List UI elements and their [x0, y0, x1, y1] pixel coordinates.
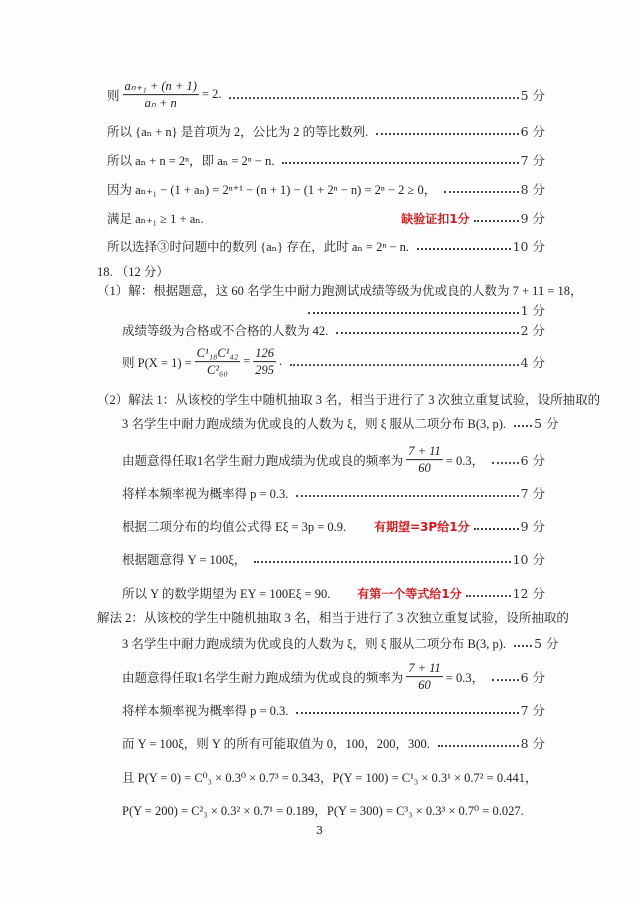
line-text: 3 名学生中耐力跑成绩为优或良的人数为 ξ，则 ξ 服从二项分布 B(3, p).: [122, 417, 507, 431]
score-label: 8 分: [520, 182, 545, 197]
score-label: 5 分: [534, 636, 559, 651]
line-text: 则 P(X = 1) =: [122, 356, 192, 370]
dot-leader: [296, 493, 518, 497]
text-line: [97, 608, 569, 626]
score-label: 5 分: [520, 88, 545, 103]
dot-leader: [229, 95, 518, 99]
fraction: [406, 444, 443, 476]
line-text: 根据二项分布的均值公式得 Eξ = 3p = 0.9.: [122, 520, 347, 534]
text-line: [122, 661, 545, 693]
dot-leader: [474, 526, 519, 530]
line-text: 所以选择③时问题中的数列 {aₙ} 存在，此时 aₙ = 2ⁿ − n.: [107, 240, 409, 254]
line-text: 所以 {aₙ + n} 是首项为 2，公比为 2 的等比数列.: [107, 125, 369, 139]
text-line: [122, 444, 545, 476]
dot-leader: [282, 160, 518, 164]
dot-leader: [514, 423, 532, 427]
text-line: [300, 301, 545, 319]
text-line: [122, 768, 537, 786]
fraction-numerator: 7 + 11: [406, 444, 443, 460]
text-line: [122, 346, 545, 378]
score-label: 9 分: [520, 211, 545, 226]
line-text: （2）解法 1：从该校的学生中随机抽取 3 名，相当于进行了 3 次独立重复试验，设所抽取的: [97, 393, 601, 407]
score-label: 6 分: [520, 124, 545, 139]
line-text: 所以 aₙ + n = 2ⁿ，即 aₙ = 2ⁿ − n.: [107, 154, 275, 168]
fraction-denominator: 295: [255, 363, 275, 378]
line-text: = 0.3，: [445, 671, 485, 685]
dot-leader: [492, 460, 518, 464]
fraction: [406, 661, 443, 693]
grading-note: 有第一个等式给1分: [357, 586, 462, 601]
line-text: 将样本频率视为概率得 p = 0.3.: [122, 704, 289, 718]
dot-leader: [296, 710, 518, 714]
text-line: [107, 122, 545, 140]
fraction-numerator: C¹₁₈C¹₄₂: [195, 346, 241, 362]
score-label: 12 分: [512, 586, 545, 601]
score-label: 5 分: [534, 416, 559, 431]
score-label: 7 分: [520, 486, 545, 501]
text-line: [107, 209, 545, 227]
score-label: 9 分: [520, 519, 545, 534]
text-line: [107, 180, 545, 198]
dot-leader: [492, 677, 518, 681]
dot-leader: [308, 310, 519, 314]
dot-leader: [254, 559, 510, 563]
text-line: [97, 390, 600, 408]
grading-note: 缺验证扣1分: [401, 211, 470, 226]
fraction: [195, 346, 241, 378]
page-number: 3: [316, 824, 323, 837]
line-text: = 2.: [201, 87, 222, 102]
text-line: [122, 484, 545, 502]
dot-leader: [514, 643, 532, 647]
line-text: 因为 aₙ₊₁ − (1 + aₙ) = 2ⁿ⁺¹ − (n + 1) − (1 + 2ⁿ − n) = 2ⁿ − 2 ≥ 0，: [107, 183, 437, 197]
text-line: [107, 237, 545, 255]
score-label: 6 分: [520, 453, 545, 468]
line-text: = 0.3，: [445, 454, 485, 468]
text-line: [122, 517, 545, 535]
score-label: 10 分: [512, 239, 545, 254]
text-line: [122, 414, 559, 432]
text-line: [122, 801, 524, 819]
fraction-numerator: 126: [253, 346, 276, 362]
fraction-denominator: 60: [418, 461, 431, 476]
text-line: [122, 584, 545, 602]
dot-leader: [438, 743, 519, 747]
line-text: 解法 2：从该校的学生中随机抽取 3 名，相当于进行了 3 次独立重复试验，设所抽取的: [97, 611, 569, 625]
text-line: [122, 634, 559, 652]
fraction-numerator: 7 + 11: [406, 661, 443, 677]
line-text: =: [243, 354, 251, 369]
text-line: [122, 321, 545, 339]
score-label: 2 分: [520, 323, 545, 338]
score-label: 7 分: [520, 153, 545, 168]
line-text: 由题意得任取1名学生耐力跑成绩为优或良的频率为: [122, 671, 404, 685]
line-text: 3 名学生中耐力跑成绩为优或良的人数为 ξ，则 ξ 服从二项分布 B(3, p).: [122, 637, 507, 651]
score-label: 8 分: [520, 736, 545, 751]
fraction-denominator: aₙ + n: [144, 96, 177, 111]
score-label: 6 分: [520, 670, 545, 685]
line-text: 满足 aₙ₊₁ ≥ 1 + aₙ.: [107, 212, 204, 226]
score-label: 7 分: [520, 703, 545, 718]
fraction-denominator: C²₆₀: [207, 363, 228, 378]
line-text: 由题意得任取1名学生耐力跑成绩为优或良的频率为: [122, 454, 404, 468]
text-line: [122, 550, 545, 568]
dot-leader: [474, 218, 519, 222]
line-text: 而 Y = 100ξ，则 Y 的所有可能取值为 0，100，200，300.: [122, 737, 430, 751]
score-label: 10 分: [512, 552, 545, 567]
line-text: 所以 Y 的数学期望为 EY = 100Eξ = 90.: [122, 587, 331, 601]
text-line: [122, 734, 545, 752]
line-text: 根据题意得 Y = 100ξ，: [122, 553, 247, 567]
dot-leader: [466, 593, 511, 597]
line-text: 18. （12 分）: [97, 265, 169, 279]
fraction-numerator: aₙ₊₁ + (n + 1): [123, 79, 199, 95]
dot-leader: [444, 189, 518, 193]
fraction: [123, 79, 199, 111]
line-text: 成绩等级为合格或不合格的人数为 42.: [122, 324, 329, 338]
dot-leader: [336, 330, 518, 334]
text-line: [107, 79, 545, 111]
dot-leader: [376, 131, 518, 135]
line-text: （1）解：根据题意，这 60 名学生中耐力跑测试成绩等级为优或良的人数为 7 + 11 = 18，: [97, 284, 583, 298]
dot-leader: [417, 246, 511, 250]
line-text: P(Y = 200) = C²₃ × 0.3² × 0.7¹ = 0.189，P(Y = 300) = C³₃ × 0.3³ × 0.7⁰ = 0.027.: [122, 804, 524, 818]
text-line: [122, 701, 545, 719]
text-line: [97, 262, 169, 280]
line-text: .: [279, 354, 283, 369]
text-line: [97, 281, 583, 299]
line-text: 将样本频率视为概率得 p = 0.3.: [122, 487, 289, 501]
line-text: 则: [107, 89, 120, 103]
fraction: [253, 346, 276, 378]
score-label: 4 分: [520, 355, 545, 370]
grading-note: 有期望=3P给1分: [374, 519, 470, 534]
text-line: [107, 151, 545, 169]
score-label: 1 分: [520, 303, 545, 318]
dot-leader: [290, 362, 518, 366]
fraction-denominator: 60: [418, 678, 431, 693]
line-text: 且 P(Y = 0) = C⁰₃ × 0.3⁰ × 0.7³ = 0.343，P(Y = 100) = C¹₃ × 0.3¹ × 0.7² = 0.441，: [122, 771, 538, 785]
